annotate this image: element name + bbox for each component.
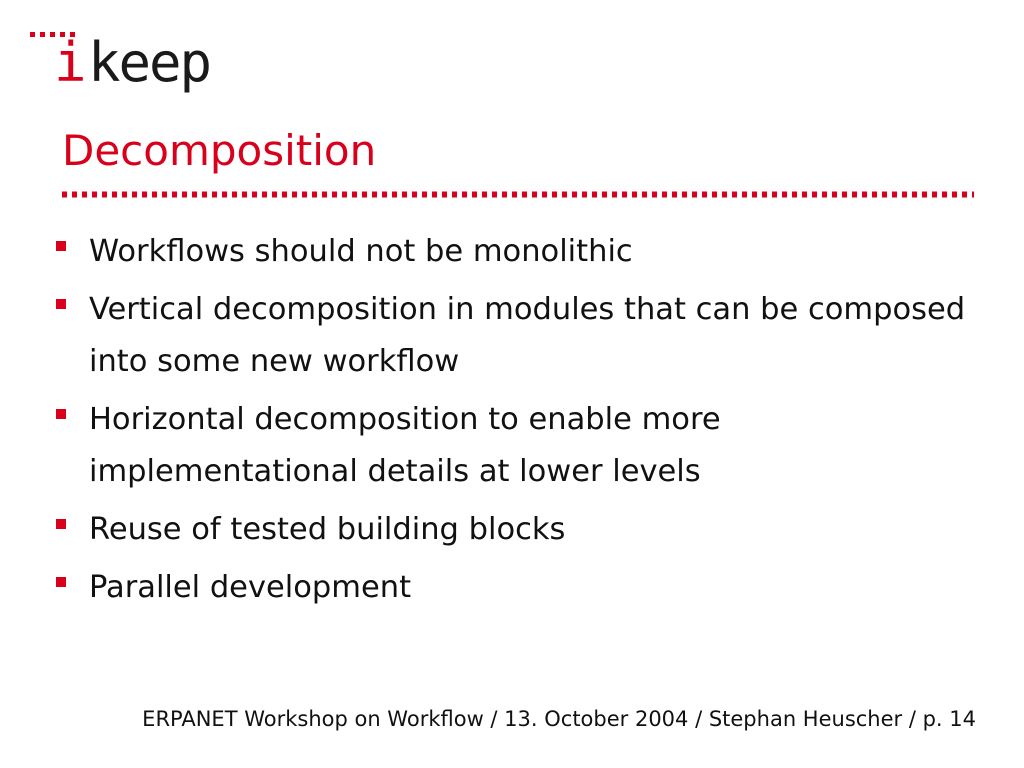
bullet-text: Horizontal decomposition to enable more implementational details at lower levels: [89, 402, 721, 489]
bullet-item: [56, 226, 966, 278]
square-bullet-icon: [56, 519, 66, 529]
bullet-item: [56, 394, 966, 498]
slide-footer: ERPANET Workshop on Workflow / 13. October 2004 / Stephan Heuscher / p. 14: [142, 707, 976, 731]
square-bullet-icon: [56, 241, 66, 251]
bullet-list: [56, 226, 966, 620]
dotted-title-rule: [62, 191, 974, 198]
bullet-item: [56, 284, 966, 388]
bullet-text: Workflows should not be monolithic: [89, 234, 633, 269]
bullet-text: Parallel development: [89, 570, 412, 605]
slide-title: Decomposition: [62, 126, 377, 175]
square-bullet-icon: [56, 577, 66, 587]
bullet-text: Reuse of tested building blocks: [89, 512, 566, 547]
bullet-text: Vertical decomposition in modules that can be composed into some new workflow: [89, 292, 966, 379]
logo-word: keep: [88, 31, 211, 94]
ikeep-logo: [26, 28, 236, 98]
bullet-item: [56, 562, 966, 614]
bullet-item: [56, 504, 966, 556]
logo-i-letter: i: [54, 31, 87, 94]
square-bullet-icon: [56, 409, 66, 419]
square-bullet-icon: [56, 299, 66, 309]
